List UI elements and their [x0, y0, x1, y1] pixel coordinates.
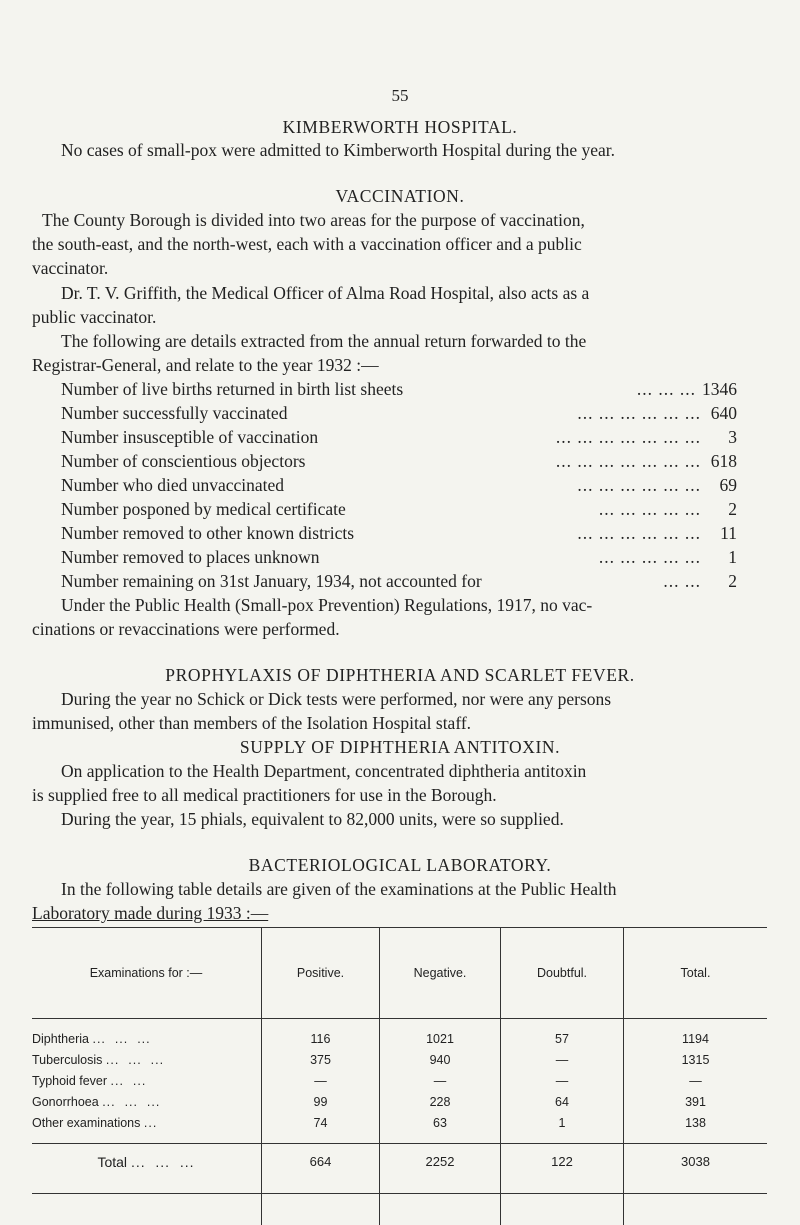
stat-label: Number successfully vaccinated: [61, 403, 287, 424]
lab-heading: BACTERIOLOGICAL LABORATORY.: [0, 855, 800, 876]
cell-total: 1315: [624, 1049, 768, 1070]
table-bottom-rule: [32, 1193, 767, 1194]
stat-label: Number insusceptible of vaccination: [61, 427, 318, 448]
vaccination-stat-row: [61, 379, 737, 400]
cell-doubtful: 64: [501, 1091, 624, 1112]
cell-positive: 99: [262, 1091, 380, 1112]
vaccination-stat-row: [61, 427, 737, 448]
col-header-doubtful: Doubtful.: [501, 928, 624, 1019]
cell-negative: —: [380, 1070, 501, 1091]
leader-dots: ... ... ... ... ... ... ...: [318, 427, 707, 448]
cell-doubtful: —: [501, 1049, 624, 1070]
page-number: 55: [0, 86, 800, 106]
leader-dots: ... ... ... ... ... ...: [287, 403, 707, 424]
vaccination-paragraph-line: The following are details extracted from the annual return forwarded to the: [61, 331, 586, 352]
stat-value: 2: [707, 571, 737, 592]
cell-total: 1194: [624, 1019, 768, 1050]
prophylaxis-heading: PROPHYLAXIS OF DIPHTHERIA AND SCARLET FEVER.: [0, 665, 800, 686]
vaccination-paragraph-line: public vaccinator.: [32, 307, 156, 328]
cell-negative: 63: [380, 1112, 501, 1133]
table-row: [32, 1091, 767, 1112]
lab-text: Laboratory made during 1933 :—: [32, 903, 268, 924]
table-total-row: [32, 1144, 767, 1225]
leader-dots: ... ... ... ... ... ... ...: [305, 451, 707, 472]
total-doubtful: 122: [501, 1144, 624, 1225]
total-positive: 664: [262, 1144, 380, 1225]
cell-positive: 375: [262, 1049, 380, 1070]
lab-examinations-table: [32, 928, 767, 1225]
vaccination-paragraph-line: cinations or revaccinations were performed.: [32, 619, 340, 640]
stat-label: Number removed to other known districts: [61, 523, 354, 544]
stat-label: Number of live births returned in birth list sheets: [61, 379, 403, 400]
stat-value: 640: [707, 403, 737, 424]
cell-total: 138: [624, 1112, 768, 1133]
antitoxin-text: On application to the Health Department, concentrated diphtheria antitoxin: [61, 761, 586, 782]
total-total: 3038: [624, 1144, 768, 1225]
stat-value: 1346: [702, 379, 737, 400]
row-label: Other examinations ...: [32, 1112, 262, 1133]
vaccination-heading: VACCINATION.: [0, 186, 800, 207]
vaccination-paragraph-line: the south-east, and the north-west, each with a vaccination officer and a public: [32, 234, 582, 255]
col-header-examinations: Examinations for :—: [32, 928, 262, 1019]
vaccination-stat-row: [61, 523, 737, 544]
stat-value: 2: [707, 499, 737, 520]
vaccination-paragraph-line: Under the Public Health (Small-pox Prevention) Regulations, 1917, no vac-: [61, 595, 592, 616]
antitoxin-heading: SUPPLY OF DIPHTHERIA ANTITOXIN.: [0, 737, 800, 758]
antitoxin-text: is supplied free to all medical practitioners for use in the Borough.: [32, 785, 497, 806]
col-header-total: Total.: [624, 928, 768, 1019]
total-label: Total ... ... ...: [32, 1144, 262, 1225]
vaccination-stat-row: [61, 571, 737, 592]
stat-value: 69: [707, 475, 737, 496]
leader-dots: ... ...: [482, 571, 707, 592]
stat-label: Number removed to places unknown: [61, 547, 320, 568]
table-top-rule: [32, 927, 767, 928]
stat-label: Number of conscientious objectors: [61, 451, 305, 472]
leader-dots: ... ... ... ... ...: [346, 499, 707, 520]
cell-negative: 940: [380, 1049, 501, 1070]
cell-positive: 74: [262, 1112, 380, 1133]
table-row: [32, 1049, 767, 1070]
stat-label: Number remaining on 31st January, 1934, not accounted for: [61, 571, 482, 592]
total-negative: 2252: [380, 1144, 501, 1225]
stat-value: 618: [707, 451, 737, 472]
vaccination-paragraph-line: The County Borough is divided into two areas for the purpose of vaccination,: [42, 210, 585, 231]
vaccination-stat-row: [61, 475, 737, 496]
kimberworth-text: No cases of small-pox were admitted to Kimberworth Hospital during the year.: [61, 140, 615, 161]
col-header-negative: Negative.: [380, 928, 501, 1019]
prophylaxis-text: During the year no Schick or Dick tests were performed, nor were any persons: [61, 689, 611, 710]
cell-positive: —: [262, 1070, 380, 1091]
table-header-row: [32, 928, 767, 1019]
row-label: Tuberculosis ... ... ...: [32, 1049, 262, 1070]
leader-dots: ... ... ... ... ... ...: [284, 475, 707, 496]
vaccination-stat-row: [61, 451, 737, 472]
vaccination-stat-row: [61, 403, 737, 424]
vaccination-stat-row: [61, 547, 737, 568]
stat-value: 11: [707, 523, 737, 544]
cell-negative: 1021: [380, 1019, 501, 1050]
table-row: [32, 1070, 767, 1091]
cell-total: 391: [624, 1091, 768, 1112]
vaccination-stat-row: [61, 499, 737, 520]
col-header-positive: Positive.: [262, 928, 380, 1019]
table-row: [32, 1112, 767, 1133]
antitoxin-text: During the year, 15 phials, equivalent to 82,000 units, were so supplied.: [61, 809, 564, 830]
kimberworth-heading: KIMBERWORTH HOSPITAL.: [0, 117, 800, 138]
stat-label: Number posponed by medical certificate: [61, 499, 346, 520]
leader-dots: ... ... ... ... ... ...: [354, 523, 707, 544]
cell-doubtful: —: [501, 1070, 624, 1091]
leader-dots: ... ... ...: [403, 379, 702, 400]
table-row: [32, 1019, 767, 1050]
cell-negative: 228: [380, 1091, 501, 1112]
prophylaxis-text: immunised, other than members of the Isolation Hospital staff.: [32, 713, 471, 734]
vaccination-paragraph-line: Registrar-General, and relate to the year 1932 :—: [32, 355, 379, 376]
row-label: Typhoid fever ... ...: [32, 1070, 262, 1091]
cell-total: —: [624, 1070, 768, 1091]
row-label: Diphtheria ... ... ...: [32, 1019, 262, 1050]
row-label: Gonorrhoea ... ... ...: [32, 1091, 262, 1112]
stat-value: 3: [707, 427, 737, 448]
cell-doubtful: 57: [501, 1019, 624, 1050]
cell-positive: 116: [262, 1019, 380, 1050]
vaccination-paragraph-line: vaccinator.: [32, 258, 108, 279]
cell-doubtful: 1: [501, 1112, 624, 1133]
vaccination-paragraph-line: Dr. T. V. Griffith, the Medical Officer of Alma Road Hospital, also acts as a: [61, 283, 589, 304]
stat-label: Number who died unvaccinated: [61, 475, 284, 496]
lab-text: In the following table details are given of the examinations at the Public Health: [61, 879, 616, 900]
stat-value: 1: [707, 547, 737, 568]
leader-dots: ... ... ... ... ...: [320, 547, 707, 568]
